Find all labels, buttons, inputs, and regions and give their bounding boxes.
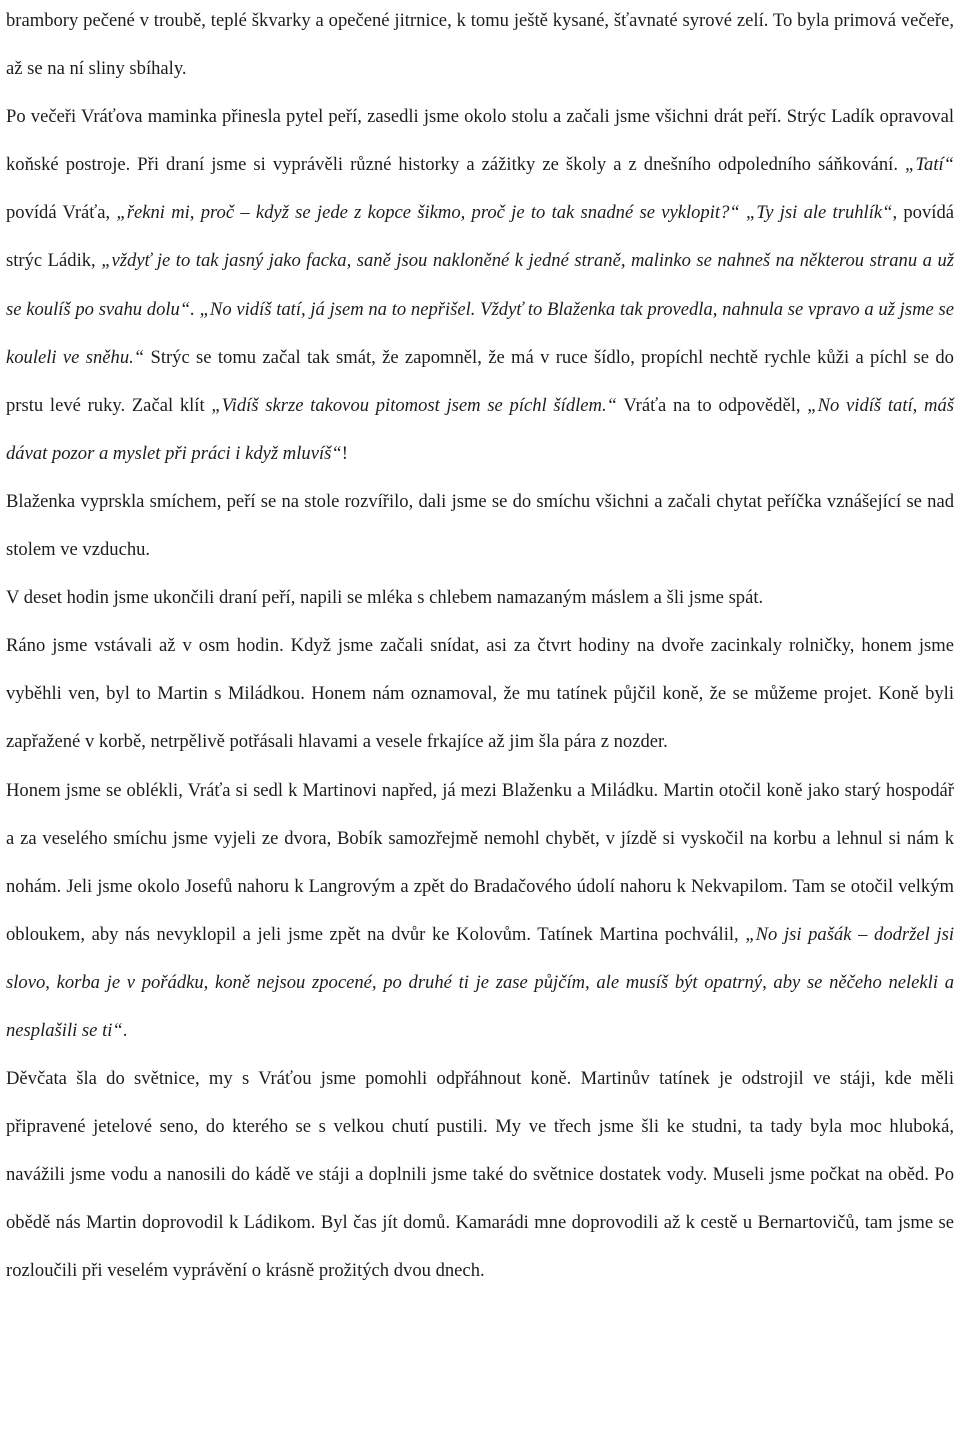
text-run: Děvčata šla do světnice, my s Vráťou jsme pomohli odpřáhnout koně. Martinův tatínek je odstrojil ve stáji, kde měli připravené jetelové seno, do kterého se s velkou chutí pustili. My ve třech jsme šli ke studni, ta tady byla moc hluboká, navážili jsme vodu a nanosili do kádě ve stáji a doplnili jsme také do světnice dostatek vody. Museli jsme počkat na oběd. Po obědě nás Martin doprovodil k Ládikom. Byl čas jít domů. Kamarádi mne doprovodili až k cestě u Bernartovičů, tam jsme se rozloučili při veselém vyprávění o krásně prožitých dvou dnech. bbox=[6, 1068, 954, 1282]
text-run: . bbox=[122, 1019, 128, 1041]
text-run: Vráťa na to odpověděl, bbox=[616, 394, 808, 416]
quote-run: „vždyť je to tak jasný jako facka, saně jsou nakloněné k jedné straně, malinko se nahneš na některou stranu a už se koulíš po svahu dolu“. „No vidíš tatí, já jsem na to nepřišel. Vždyť to Blaženka tak provedla, nahnula se vpravo a už jsme se kouleli ve sněhu.“ bbox=[6, 250, 954, 368]
quote-run: „No jsi pašák – dodržel jsi slovo, korba je v pořádku, koně nejsou zpocené, po druhé ti je zase půjčím, ale musíš být opatrný, aby se něčeho nelekli a nesplašili se ti“ bbox=[6, 923, 954, 1041]
quote-run: „Vidíš skrze takovou pitomost jsem se píchl šídlem.“ bbox=[211, 394, 617, 416]
text-run: Po večeři Vráťova maminka přinesla pytel peří, zasedli jsme okolo stolu a začali jsme všichni drát peří. Strýc Ladík opravoval koňské postroje. Při draní jsme si vyprávěli různé historky a zážitky ze školy a z dnešního odpoledního sáňkování. bbox=[6, 106, 954, 176]
text-run: brambory pečené v troubě, teplé škvarky a opečené jitrnice, k tomu ještě kysané, šťavnaté syrové zelí. To byla primová večeře, až se na ní sliny sbíhaly. bbox=[6, 10, 954, 80]
paragraph-morning bbox=[6, 622, 954, 766]
paragraph-bedtime bbox=[6, 574, 954, 622]
text-run: Strýc se tomu začal tak smát, že zapomněl, že má v ruce šídlo, propíchl nechtě rychle kůži a píchl se do prstu levé ruky. Začal klít bbox=[6, 346, 954, 416]
paragraph-farewell bbox=[6, 1055, 954, 1295]
quote-run: „Tatí“ bbox=[905, 154, 954, 176]
paragraph-ride bbox=[6, 767, 954, 1056]
text-run: V deset hodin jsme ukončili draní peří, napili se mléka s chlebem namazaným máslem a šli jsme spát. bbox=[6, 587, 764, 609]
quote-run: „řekni mi, proč – když se jede z kopce šikmo, proč je to tak snadné se vyklopit?“ „Ty jsi ale truhlík“ bbox=[116, 202, 893, 224]
text-run: , povídá strýc Ládik, bbox=[6, 202, 954, 272]
quote-run: „No vidíš tatí, máš dávat pozor a myslet při práci i když mluvíš“ bbox=[6, 394, 954, 464]
text-run: povídá Vráťa, bbox=[6, 202, 117, 224]
text-run: Blaženka vyprskla smíchem, peří se na stole rozvířilo, dali jsme se do smíchu všichni a začali chytat peříčka vznášející se nad stolem ve vzduchu. bbox=[6, 490, 954, 561]
text-run: ! bbox=[341, 442, 348, 464]
paragraph-laughter bbox=[6, 478, 954, 574]
paragraph-feathers bbox=[6, 93, 954, 478]
text-run: Ráno jsme vstávali až v osm hodin. Když jsme začali snídat, asi za čtvrt hodiny na dvoře zacinkaly rolničky, honem jsme vyběhli ven, byl to Martin s Miládkou. Honem nám oznamoval, že mu tatínek půjčil koně, že se můžeme projet. Koně byli zapřažené v korbě, netrpělivě potřásali hlavami a vesele frkajíce až jim šla pára z nozder. bbox=[6, 635, 954, 753]
paragraph-dinner bbox=[6, 0, 954, 93]
text-run: Honem jsme se oblékli, Vráťa si sedl k Martinovi napřed, já mezi Blaženku a Miládku. Martin otočil koně jako starý hospodář a za veselého smíchu jsme vyjeli ze dvora, Bobík samozřejmě nemohl chybět, v jízdě si vyskočil na korbu a lehnul si nám k nohám. Jeli jsme okolo Josefů nahoru k Langrovým a zpět do Bradačového údolí nahoru k Nekvapilom. Tam se otočil velkým obloukem, aby nás nevyklopil a jeli jsme zpět na dvůr ke Kolovům. Tatínek Martina pochválil, bbox=[6, 779, 954, 945]
